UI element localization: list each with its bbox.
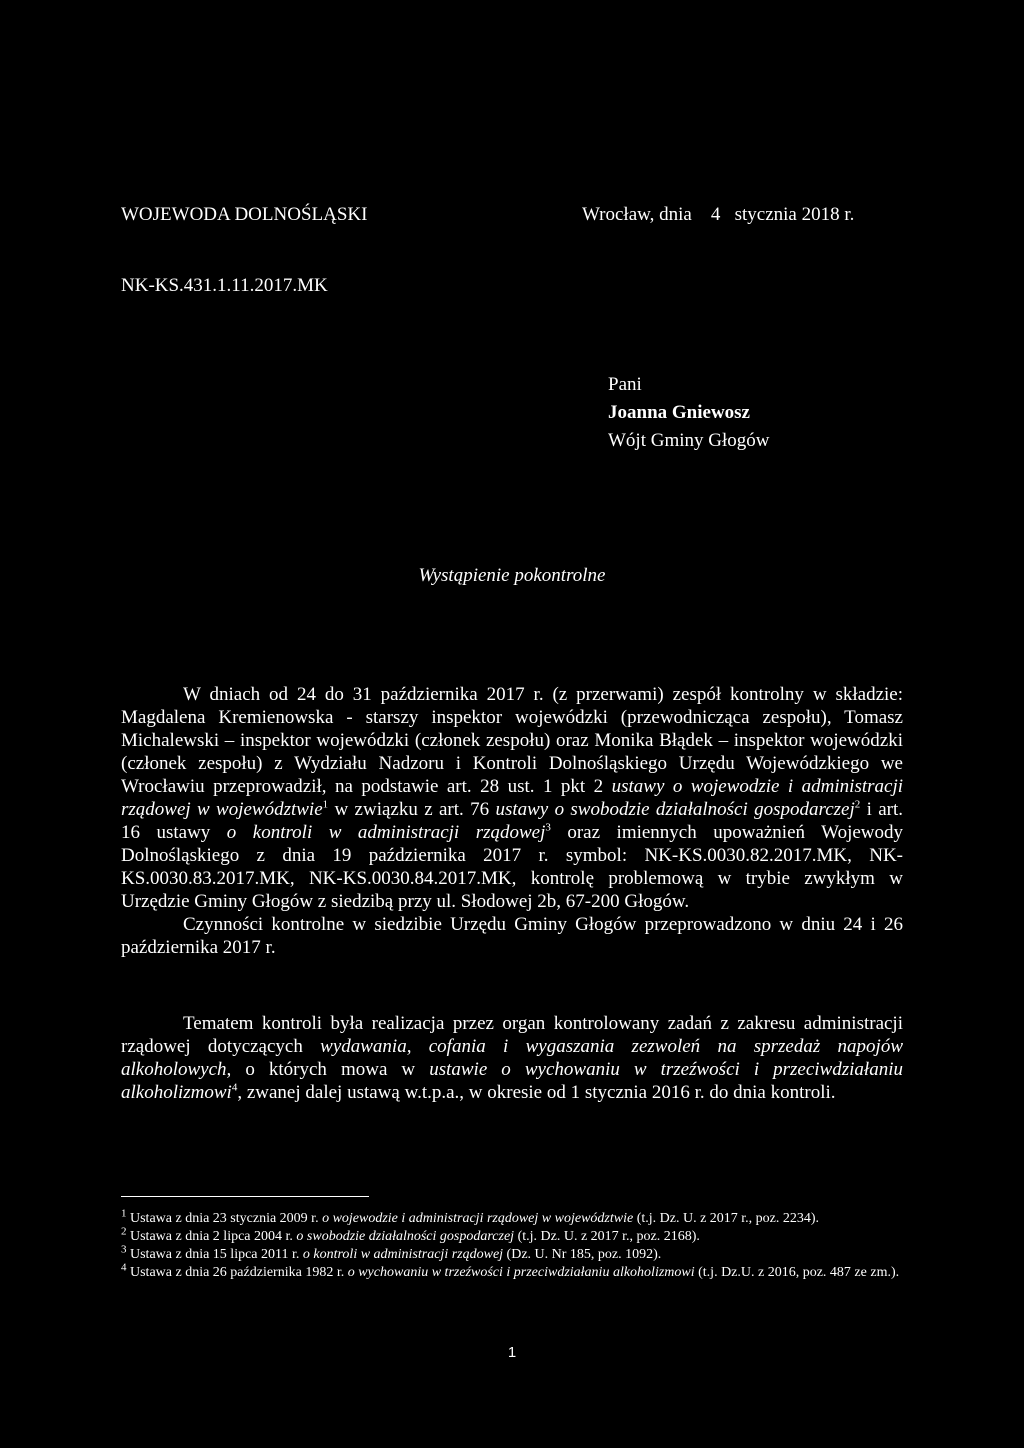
p1-text-2: w związku z art. 76: [328, 799, 496, 820]
p1-italic-1: ustawy o wojewodzie i administracji rządowej w województwie: [121, 776, 903, 820]
recipient-salutation: Pani: [608, 374, 642, 395]
footnote-2-italic: o swobodzie działalności gospodarczej: [296, 1229, 515, 1244]
footnote-ref-3: 3: [545, 821, 551, 834]
footnote-4: [121, 1261, 903, 1282]
date-month-year: stycznia 2018 r.: [734, 204, 855, 225]
body-text-2: [121, 1012, 903, 1104]
footnote-1-text-2: (t.j. Dz. U. z 2017 r., poz. 2234).: [633, 1211, 820, 1226]
recipient-position: Wójt Gminy Głogów: [608, 430, 770, 451]
p1-text-1: W dniach od 24 do 31 października 2017 r. (z przerwami) zespół kontrolny w składzie: Magdalena Kremienowska - starszy inspektor wojewódzki (przewodnicząca zespołu), Tomasz Michalewski – inspektor wojewódzki (członek zespołu) oraz Monika Błądek – inspektor wojewódzki (członek zespołu) z Wydziału Nadzoru i Kontroli Dolnośląskiego Urzędu Wojewódzkiego we Wrocławiu przeprowadził, na podstawie art. 28 ust. 1 pkt 2: [121, 684, 903, 797]
body-text: [121, 683, 903, 959]
p1-text-4: oraz imiennych upoważnień Wojewody Dolnośląskiego z dnia 19 października 2017 r. symbol: NK-KS.0030.82.2017.MK, NK-KS.0030.83.2017.MK, NK-KS.0030.84.2017.MK, kontrolę problemową w trybie zwykłym w Urzędzie Gminy Głogów z siedzibą przy ul. Słodowej 2b, 67-200 Głogów.: [121, 822, 904, 912]
p3-text-2: o których mowa w: [231, 1059, 430, 1080]
p3-italic-1: wydawania, cofania i wygaszania zezwoleń na sprzedaż napojów alkoholowych,: [121, 1036, 903, 1080]
footnote-2: [121, 1225, 903, 1246]
paragraph-2: Czynności kontrolne w siedzibie Urzędu Gminy Głogów przeprowadzono w dniu 24 i 26 października 2017 r.: [121, 914, 903, 958]
footnote-4-text-1: Ustawa z dnia 26 października 1982 r.: [126, 1265, 348, 1280]
footnote-1-text-1: Ustawa z dnia 23 stycznia 2009 r.: [126, 1211, 323, 1226]
date-day: 4: [710, 204, 721, 225]
date-place: Wrocław, dnia: [582, 204, 692, 225]
footnote-separator: [121, 1196, 369, 1197]
footnote-2-text-1: Ustawa z dnia 2 lipca 2004 r.: [126, 1229, 297, 1244]
paragraph-1: [121, 683, 903, 913]
footnote-2-text-2: (t.j. Dz. U. z 2017 r., poz. 2168).: [514, 1229, 700, 1244]
p1-italic-2: ustawy o swobodzie działalności gospodarczej: [495, 799, 855, 820]
page-number: 1: [507, 1344, 517, 1361]
footnote-ref-4: 4: [231, 1081, 238, 1094]
p3-text-1: Tematem kontroli była realizacja przez organ kontrolowany zadań z zakresu administracji rządowej dotyczących: [121, 1013, 903, 1057]
footnote-4-italic: o wychowaniu w trzeźwości i przeciwdziałaniu alkoholizmowi: [347, 1265, 695, 1280]
reference-number: NK-KS.431.1.11.2017.MK: [121, 275, 328, 296]
p3-italic-2: ustawie o wychowaniu w trzeźwości i przeciwdziałaniu alkoholizmowi: [121, 1059, 903, 1103]
footnote-3-number: 3: [121, 1243, 127, 1256]
footnote-ref-1: 1: [322, 798, 329, 811]
p1-text-3: i art. 16 ustawy: [121, 799, 903, 843]
paragraph-3: [121, 1012, 903, 1104]
recipient-block: [608, 371, 770, 455]
footnote-3: [121, 1243, 903, 1264]
document-title: Wystąpienie pokontrolne: [418, 565, 606, 586]
sender-name: WOJEWODA DOLNOŚLĄSKI: [121, 204, 368, 225]
footnote-3-text-1: Ustawa z dnia 15 lipca 2011 r.: [126, 1247, 303, 1262]
footnote-2-number: 2: [121, 1225, 127, 1238]
footnote-3-italic: o kontroli w administracji rządowej: [302, 1247, 504, 1262]
footnote-4-number: 4: [121, 1261, 127, 1274]
footnotes: [121, 1207, 903, 1282]
footnote-ref-2: 2: [854, 798, 861, 811]
footnote-3-text-2: (Dz. U. Nr 185, poz. 1092).: [503, 1247, 662, 1262]
footnote-1: [121, 1207, 903, 1228]
date-line: [582, 204, 854, 226]
p3-text-3: , zwanej dalej ustawą w.t.p.a., w okresie od 1 stycznia 2016 r. do dnia kontroli.: [237, 1082, 836, 1103]
footnote-1-number: 1: [121, 1207, 127, 1220]
p1-italic-3: o kontroli w administracji rządowej: [226, 822, 546, 843]
footnote-4-text-2: (t.j. Dz.U. z 2016, poz. 487 ze zm.).: [694, 1265, 900, 1280]
footnote-1-italic: o wojewodzie i administracji rządowej w województwie: [322, 1211, 634, 1226]
recipient-name: Joanna Gniewosz: [608, 402, 750, 423]
